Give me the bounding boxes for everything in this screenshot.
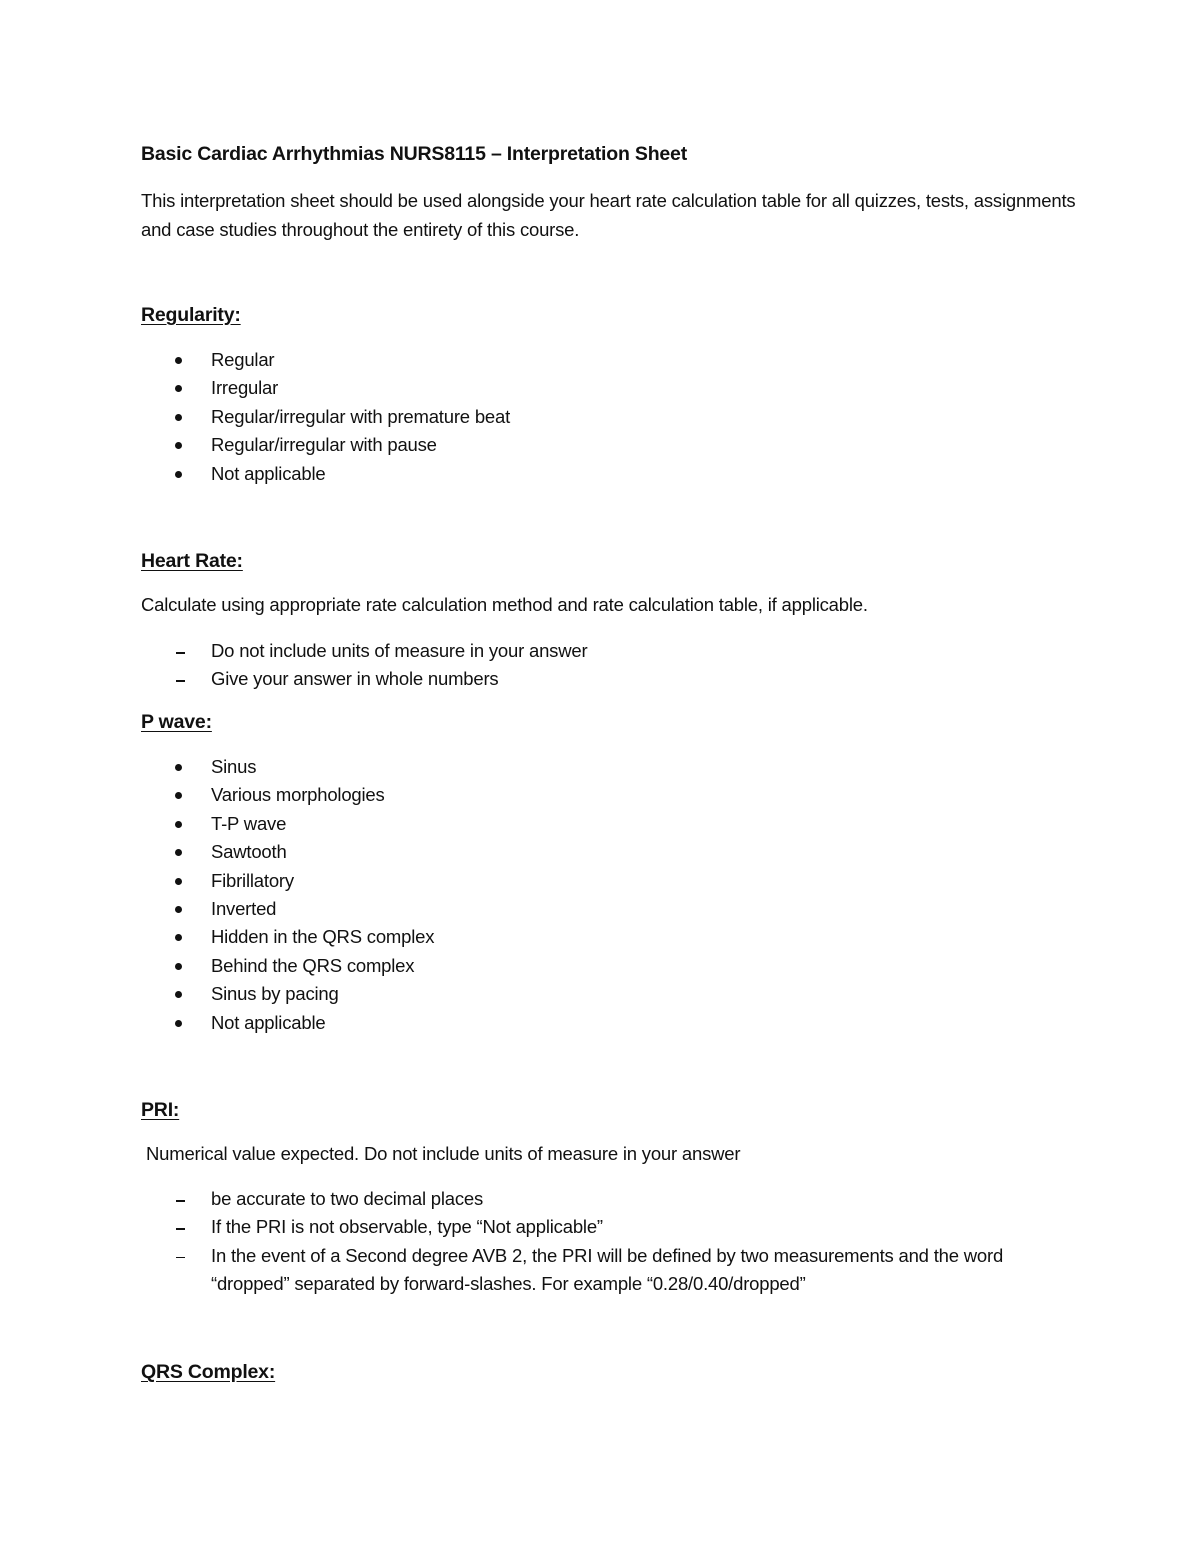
list-item: In the event of a Second degree AVB 2, the PRI will be defined by two measurements and the word “dropped” separated by forward-slashes. For example “0.28/0.40/dropped” bbox=[0, 1242, 1041, 1299]
list-item: Various morphologies bbox=[0, 781, 434, 809]
list-item: Not applicable bbox=[0, 460, 510, 488]
list-item: Regular bbox=[0, 346, 510, 374]
pri-text: Numerical value expected. Do not include units of measure in your answer bbox=[146, 1143, 741, 1164]
intro-paragraph: This interpretation sheet should be used alongside your heart rate calculation table for all quizzes, tests, assignments and case studies throughout the entirety of this course. bbox=[141, 190, 1076, 240]
qrs-heading: QRS Complex: bbox=[141, 1361, 276, 1383]
pri-heading: PRI: bbox=[141, 1099, 180, 1121]
list-item: Behind the QRS complex bbox=[0, 952, 434, 980]
list-item: Sawtooth bbox=[0, 838, 434, 866]
regularity-list bbox=[0, 346, 510, 488]
list-item: Inverted bbox=[0, 895, 434, 923]
heart-rate-heading: Heart Rate: bbox=[141, 550, 243, 572]
list-item: be accurate to two decimal places bbox=[0, 1185, 1041, 1213]
list-item: Do not include units of measure in your answer bbox=[0, 637, 587, 665]
list-item: Sinus by pacing bbox=[0, 980, 434, 1008]
list-item: T-P wave bbox=[0, 810, 434, 838]
regularity-heading: Regularity: bbox=[141, 304, 241, 326]
list-item: Regular/irregular with premature beat bbox=[0, 403, 510, 431]
list-item: If the PRI is not observable, type “Not applicable” bbox=[0, 1213, 1041, 1241]
p-wave-list bbox=[0, 753, 434, 1037]
list-item: Hidden in the QRS complex bbox=[0, 923, 434, 951]
list-item: Regular/irregular with pause bbox=[0, 431, 510, 459]
list-item: Fibrillatory bbox=[0, 867, 434, 895]
pri-notes bbox=[0, 1185, 1041, 1299]
heart-rate-notes bbox=[0, 637, 587, 694]
p-wave-heading: P wave: bbox=[141, 711, 212, 733]
document-title: Basic Cardiac Arrhythmias NURS8115 – Interpretation Sheet bbox=[141, 143, 687, 165]
list-item: Give your answer in whole numbers bbox=[0, 665, 587, 693]
list-item: Irregular bbox=[0, 374, 510, 402]
list-item: Sinus bbox=[0, 753, 434, 781]
heart-rate-text: Calculate using appropriate rate calculation method and rate calculation table, if applicable. bbox=[141, 594, 868, 615]
list-item: Not applicable bbox=[0, 1009, 434, 1037]
